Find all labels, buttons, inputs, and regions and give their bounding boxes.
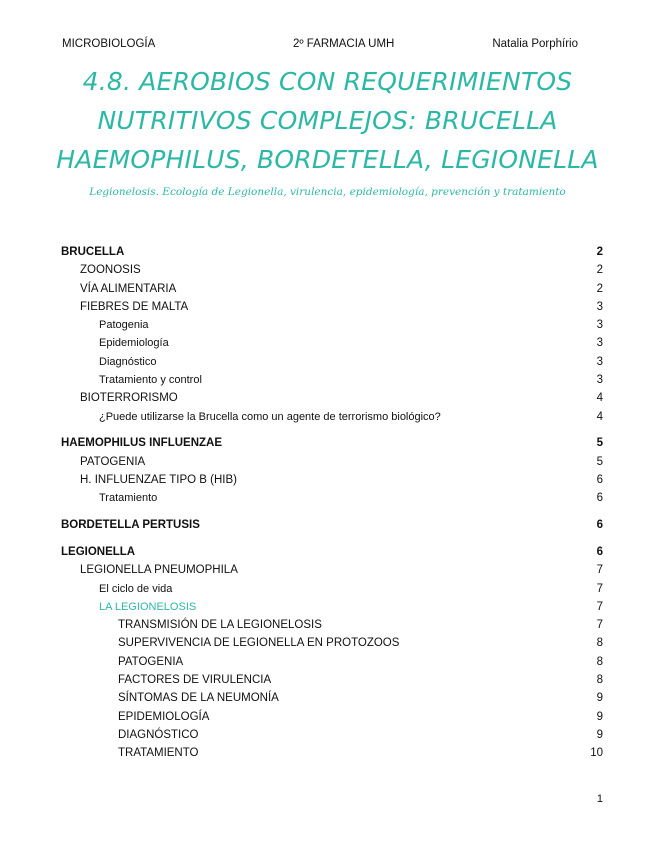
toc-entry[interactable]	[61, 280, 603, 298]
toc-entry-label[interactable]: LA LEGIONELOSIS	[99, 600, 197, 613]
toc-entry[interactable]	[61, 316, 603, 334]
toc-entry-page[interactable]: 3	[596, 355, 603, 368]
toc-entry[interactable]	[61, 353, 603, 371]
toc-entry-label[interactable]: DIAGNÓSTICO	[118, 728, 199, 741]
toc-entry-label[interactable]: Patogenia	[99, 319, 149, 332]
toc-entry-page[interactable]: 6	[596, 474, 603, 487]
toc-entry[interactable]	[61, 243, 603, 261]
toc-entry[interactable]	[61, 580, 603, 598]
toc-entry-page[interactable]: 2	[596, 282, 603, 295]
toc-entry-label[interactable]: PATOGENIA	[118, 655, 184, 668]
toc-entry-page[interactable]: 5	[596, 455, 603, 468]
toc-entry-page[interactable]: 9	[596, 692, 603, 705]
toc-entry-label[interactable]: Epidemiología	[99, 337, 169, 350]
toc-entry[interactable]	[61, 298, 603, 316]
toc-entry-label[interactable]: H. INFLUENZAE TIPO B (HIB)	[80, 474, 237, 487]
toc-entry-page[interactable]: 3	[596, 337, 603, 350]
toc-entry[interactable]	[61, 261, 603, 279]
toc-entry[interactable]	[61, 408, 603, 426]
toc-entry[interactable]	[61, 389, 603, 407]
title-line-2: NUTRITIVOS COMPLEJOS: BRUCELLA	[97, 106, 558, 135]
toc-entry-page[interactable]: 8	[596, 674, 603, 687]
table-of-contents	[61, 243, 603, 763]
toc-entry[interactable]	[61, 543, 603, 561]
toc-entry-label[interactable]: ¿Puede utilizarse la Brucella como un agente de terrorismo biológico?	[99, 410, 441, 423]
toc-entry-label[interactable]: HAEMOPHILUS INFLUENZAE	[61, 437, 222, 450]
toc-entry-label[interactable]: FACTORES DE VIRULENCIA	[118, 674, 272, 687]
toc-entry-page[interactable]: 7	[596, 619, 603, 632]
toc-entry[interactable]	[61, 489, 603, 507]
document-subtitle: Legionelosis. Ecología de Legionella, virulencia, epidemiología, prevención y tratamiento	[89, 186, 566, 198]
toc-entry-label[interactable]: TRANSMISIÓN DE LA LEGIONELOSIS	[118, 619, 322, 632]
toc-entry-page[interactable]: 8	[596, 637, 603, 650]
toc-entry-label[interactable]: BIOTERRORISMO	[80, 392, 178, 405]
toc-entry-page[interactable]: 6	[596, 492, 603, 505]
toc-entry[interactable]	[61, 334, 603, 352]
toc-entry[interactable]	[61, 744, 603, 762]
toc-entry-label[interactable]: LEGIONELLA	[61, 545, 136, 558]
toc-entry-page[interactable]: 5	[596, 437, 603, 450]
toc-entry-label[interactable]: El ciclo de vida	[99, 582, 173, 595]
toc-entry[interactable]	[61, 371, 603, 389]
toc-entry-label[interactable]: LEGIONELLA PNEUMOPHILA	[80, 564, 238, 577]
header-author: Natalia Porphírio	[492, 38, 578, 50]
toc-entry-page[interactable]: 3	[596, 319, 603, 332]
toc-entry-label[interactable]: Tratamiento y control	[99, 374, 202, 387]
header-degree: 2º FARMACIA UMH	[293, 38, 395, 50]
toc-entry[interactable]	[61, 708, 603, 726]
toc-entry-page[interactable]: 9	[596, 710, 603, 723]
toc-entry-label[interactable]: SÍNTOMAS DE LA NEUMONÍA	[118, 692, 279, 705]
toc-entry-label[interactable]: Tratamiento	[99, 492, 158, 505]
toc-entry-page[interactable]: 8	[596, 655, 603, 668]
toc-entry-page[interactable]: 3	[596, 300, 603, 313]
toc-entry[interactable]	[61, 434, 603, 452]
toc-entry-page[interactable]: 7	[596, 582, 603, 595]
toc-entry-page[interactable]: 9	[596, 728, 603, 741]
toc-entry-page[interactable]: 2	[596, 264, 603, 277]
toc-entry-page[interactable]: 6	[596, 519, 603, 532]
toc-entry-label[interactable]: BORDETELLA PERTUSIS	[61, 519, 200, 532]
title-line-1: 4.8. AEROBIOS CON REQUERIMIENTOS	[82, 67, 573, 96]
toc-entry-page[interactable]: 2	[596, 246, 603, 258]
page-header	[62, 38, 602, 54]
toc-entry-label[interactable]: EPIDEMIOLOGÍA	[118, 710, 210, 723]
toc-entry-label[interactable]: VÍA ALIMENTARIA	[80, 282, 177, 295]
toc-entry-page[interactable]: 7	[596, 600, 603, 613]
title-line-3: HAEMOPHILUS, BORDETELLA, LEGIONELLA	[56, 145, 599, 174]
document-title	[0, 62, 655, 198]
toc-entry[interactable]	[61, 516, 603, 534]
toc-entry-page[interactable]: 4	[596, 410, 603, 423]
toc-entry[interactable]	[61, 726, 603, 744]
toc-entry-label[interactable]: PATOGENIA	[80, 455, 146, 468]
toc-entry[interactable]	[61, 689, 603, 707]
toc-entry[interactable]	[61, 653, 603, 671]
toc-entry-page[interactable]: 3	[596, 374, 603, 387]
toc-entry-label[interactable]: Diagnóstico	[99, 355, 157, 368]
toc-entry-label[interactable]: TRATAMIENTO	[118, 747, 199, 760]
toc-entry[interactable]	[61, 671, 603, 689]
toc-entry[interactable]	[61, 561, 603, 579]
toc-entry-label[interactable]: BRUCELLA	[61, 246, 125, 258]
toc-entry-page[interactable]: 10	[590, 747, 603, 760]
toc-entry[interactable]	[61, 598, 603, 616]
toc-entry-label[interactable]: FIEBRES DE MALTA	[80, 300, 189, 313]
toc-entry-label[interactable]: SUPERVIVENCIA DE LEGIONELLA EN PROTOZOOS	[118, 637, 400, 650]
toc-entry[interactable]	[61, 453, 603, 471]
toc-entry-page[interactable]: 7	[596, 564, 603, 577]
page-number: 1	[596, 793, 603, 805]
header-course: MICROBIOLOGÍA	[62, 38, 156, 50]
toc-entry-page[interactable]: 4	[596, 392, 603, 405]
toc-entry-page[interactable]: 6	[596, 545, 603, 558]
toc-entry[interactable]	[61, 634, 603, 652]
toc-entry-label[interactable]: ZOONOSIS	[80, 264, 141, 277]
toc-entry[interactable]	[61, 616, 603, 634]
toc-entry[interactable]	[61, 471, 603, 489]
